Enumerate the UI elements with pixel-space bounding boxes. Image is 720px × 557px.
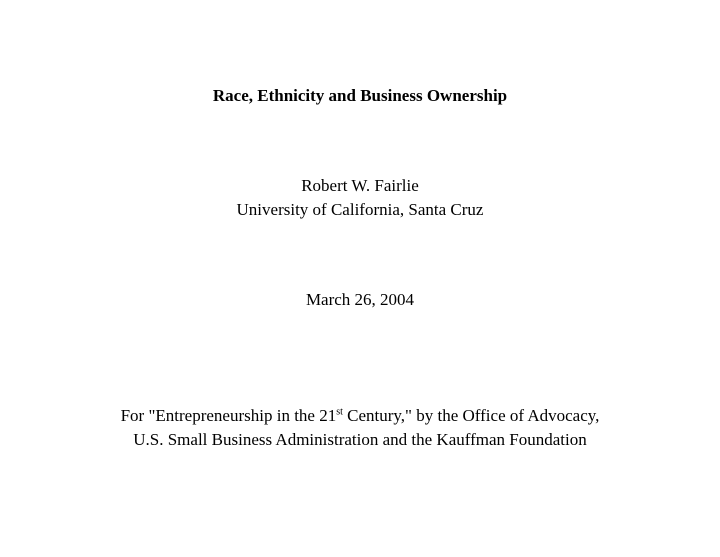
prepared-for-text-end: Century," by the Office of Advocacy,: [342, 406, 600, 425]
document-title: Race, Ethnicity and Business Ownership: [212, 86, 508, 105]
author-name: Robert W. Fairlie: [301, 176, 419, 195]
document-date: March 26, 2004: [305, 290, 415, 309]
prepared-for-text-start: For "Entrepreneurship in the 21: [120, 406, 337, 425]
author-affiliation: University of California, Santa Cruz: [236, 200, 484, 219]
prepared-for-line-1: [0, 406, 720, 426]
ordinal-superscript: st: [336, 406, 343, 418]
prepared-for-line-2: U.S. Small Business Administration and the Kauffman Foundation: [133, 430, 587, 449]
